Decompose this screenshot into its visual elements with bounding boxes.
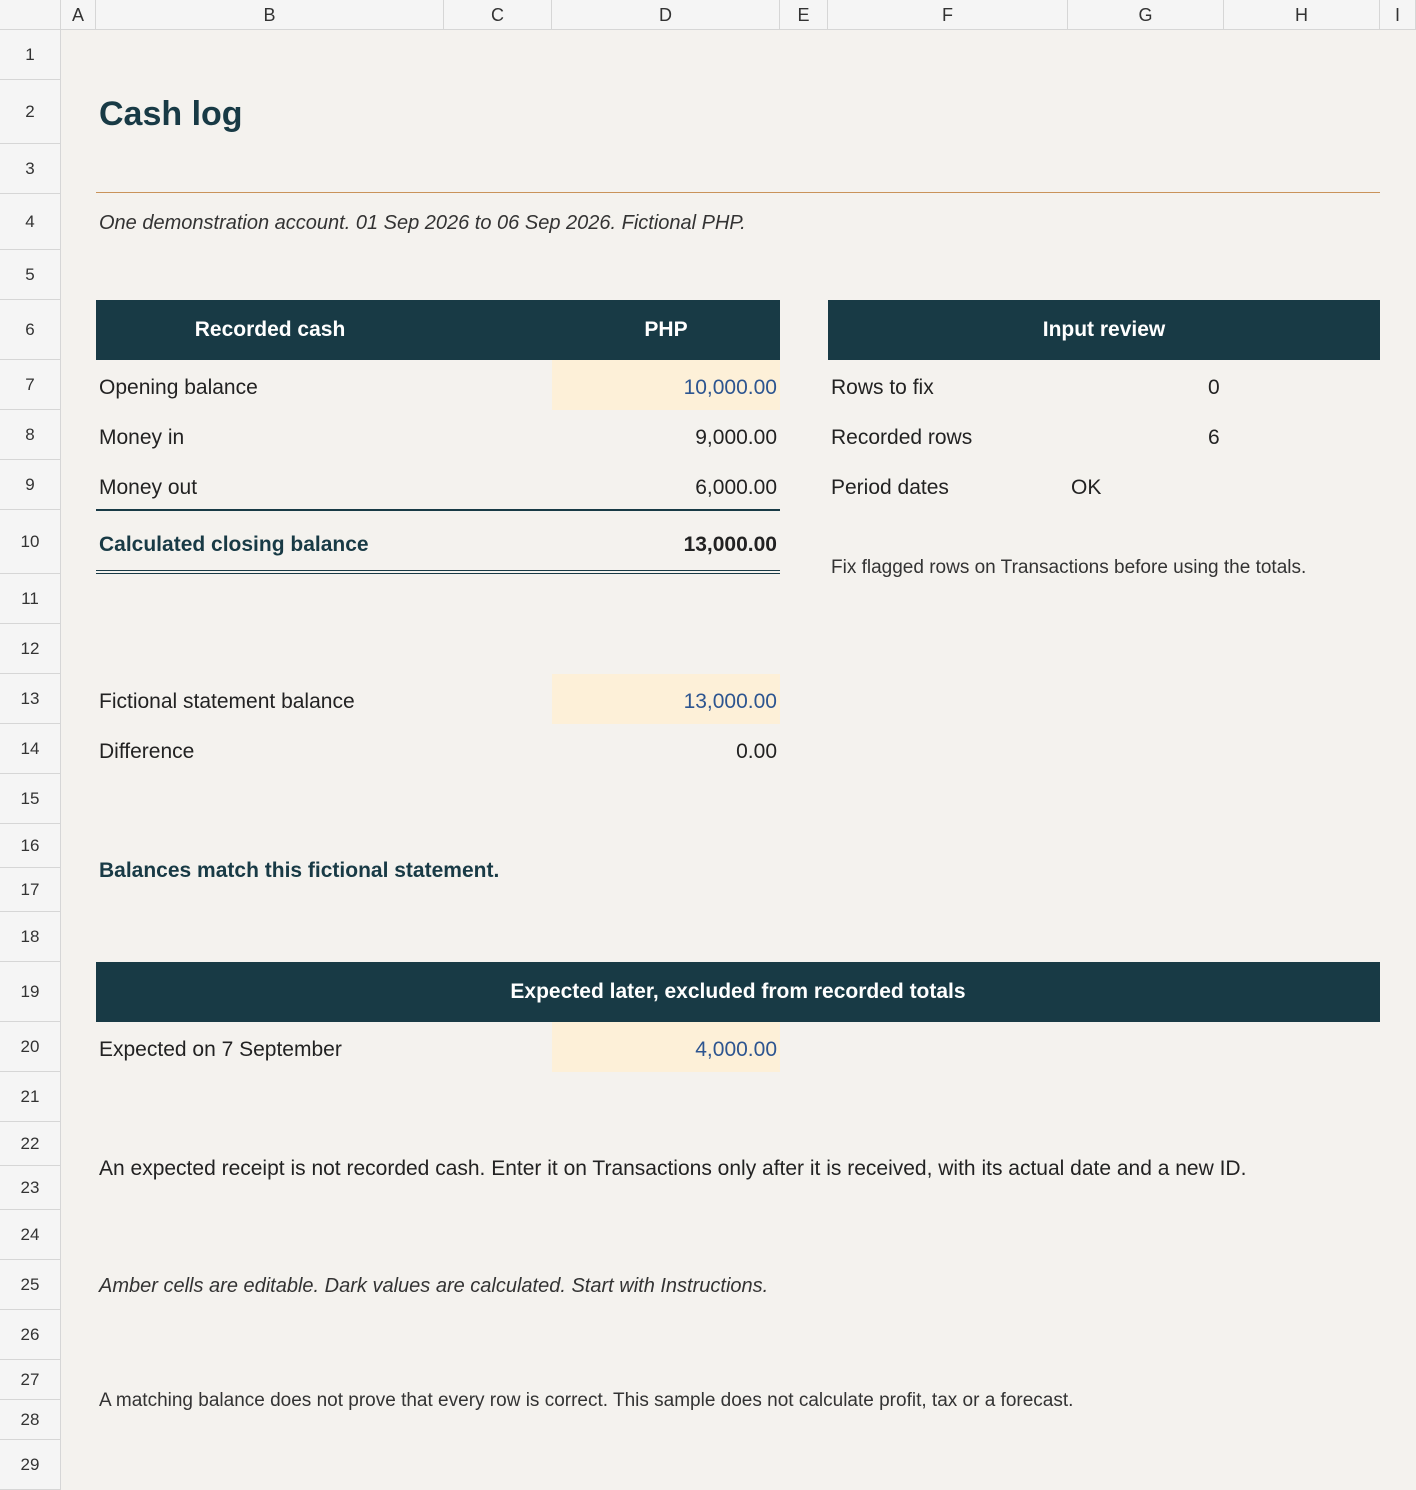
statement-balance-label[interactable]: Fictional statement balance [99,690,355,713]
legend-note[interactable]: Amber cells are editable. Dark values are calculated. Start with Instructions. [99,1275,769,1297]
row-header[interactable]: 21 [0,1072,61,1122]
statement-balance-value[interactable]: 13,000.00 [683,690,777,713]
expected-note[interactable]: An expected receipt is not recorded cash. Enter it on Transactions only after it is received, with its actual date and a new ID. [99,1157,1247,1180]
title-rule [96,192,1380,193]
row-header[interactable]: 2 [0,80,61,144]
opening-balance-label[interactable]: Opening balance [99,376,258,399]
row-header[interactable]: 23 [0,1166,61,1210]
input-review-heading: Input review [1042,318,1166,341]
expected-value[interactable]: 4,000.00 [695,1038,777,1061]
closing-balance-value[interactable]: 13,000.00 [683,533,777,556]
row-header[interactable]: 29 [0,1440,61,1490]
row-header[interactable]: 27 [0,1360,61,1400]
closing-balance-label[interactable]: Calculated closing balance [99,533,369,556]
period-dates-status[interactable]: OK [1071,476,1102,499]
subtitle[interactable]: One demonstration account. 01 Sep 2026 to 06 Sep 2026. Fictional PHP. [99,212,746,234]
page-title[interactable]: Cash log [99,95,243,133]
corner-cell[interactable] [0,0,61,30]
column-header-c[interactable]: C [444,0,552,30]
expected-later-header[interactable] [96,962,1380,1022]
column-header-b[interactable]: B [96,0,444,30]
rows-to-fix-label[interactable]: Rows to fix [831,376,934,399]
column-header-g[interactable]: G [1068,0,1224,30]
input-review-header[interactable] [828,300,1380,360]
row-header[interactable]: 28 [0,1400,61,1440]
row-header[interactable]: 6 [0,300,61,360]
row-header[interactable]: 17 [0,868,61,912]
column-header-d[interactable]: D [552,0,780,30]
match-message[interactable]: Balances match this fictional statement. [99,859,500,882]
column-header-i[interactable]: I [1380,0,1416,30]
column-header-f[interactable]: F [828,0,1068,30]
row-header[interactable]: 19 [0,962,61,1022]
row-header[interactable]: 14 [0,724,61,774]
column-header-a[interactable]: A [61,0,96,30]
row-header[interactable]: 26 [0,1310,61,1360]
money-in-value[interactable]: 9,000.00 [695,426,777,449]
recorded-rows-value[interactable]: 6 [1208,426,1220,449]
difference-label[interactable]: Difference [99,740,195,763]
row-header[interactable]: 12 [0,624,61,674]
row-header[interactable]: 25 [0,1260,61,1310]
row-header[interactable]: 11 [0,574,61,624]
subtotal-rule [96,509,780,511]
rows-to-fix-value[interactable]: 0 [1208,376,1220,399]
opening-balance-value[interactable]: 10,000.00 [683,376,777,399]
row-header[interactable]: 13 [0,674,61,724]
expected-later-heading: Expected later, excluded from recorded totals [510,980,966,1003]
expected-label[interactable]: Expected on 7 September [99,1038,342,1061]
double-rule-bottom [96,573,780,574]
money-out-label[interactable]: Money out [99,476,198,499]
row-header[interactable]: 4 [0,194,61,250]
row-header[interactable]: 24 [0,1210,61,1260]
double-rule-top [96,570,780,571]
disclaimer[interactable]: A matching balance does not prove that every row is correct. This sample does not calculate profit, tax or a forecast. [99,1390,1074,1411]
row-header[interactable]: 10 [0,510,61,574]
row-header[interactable]: 16 [0,824,61,868]
column-header-e[interactable]: E [780,0,828,30]
row-header[interactable]: 5 [0,250,61,300]
row-header[interactable]: 3 [0,144,61,194]
row-header[interactable]: 20 [0,1022,61,1072]
recorded-cash-heading: Recorded cash [194,318,346,341]
column-header-h[interactable]: H [1224,0,1380,30]
row-header[interactable]: 15 [0,774,61,824]
recorded-rows-label[interactable]: Recorded rows [831,426,973,449]
review-note[interactable]: Fix flagged rows on Transactions before using the totals. [831,557,1307,578]
row-header[interactable]: 1 [0,30,61,80]
row-header[interactable]: 22 [0,1122,61,1166]
row-header[interactable]: 9 [0,460,61,510]
currency-heading: PHP [644,318,688,341]
row-header[interactable]: 7 [0,360,61,410]
period-dates-label[interactable]: Period dates [831,476,949,499]
difference-value[interactable]: 0.00 [736,740,777,763]
money-in-label[interactable]: Money in [99,426,185,449]
recorded-cash-header[interactable] [96,300,780,360]
row-header[interactable]: 8 [0,410,61,460]
money-out-value[interactable]: 6,000.00 [695,476,777,499]
row-header[interactable]: 18 [0,912,61,962]
